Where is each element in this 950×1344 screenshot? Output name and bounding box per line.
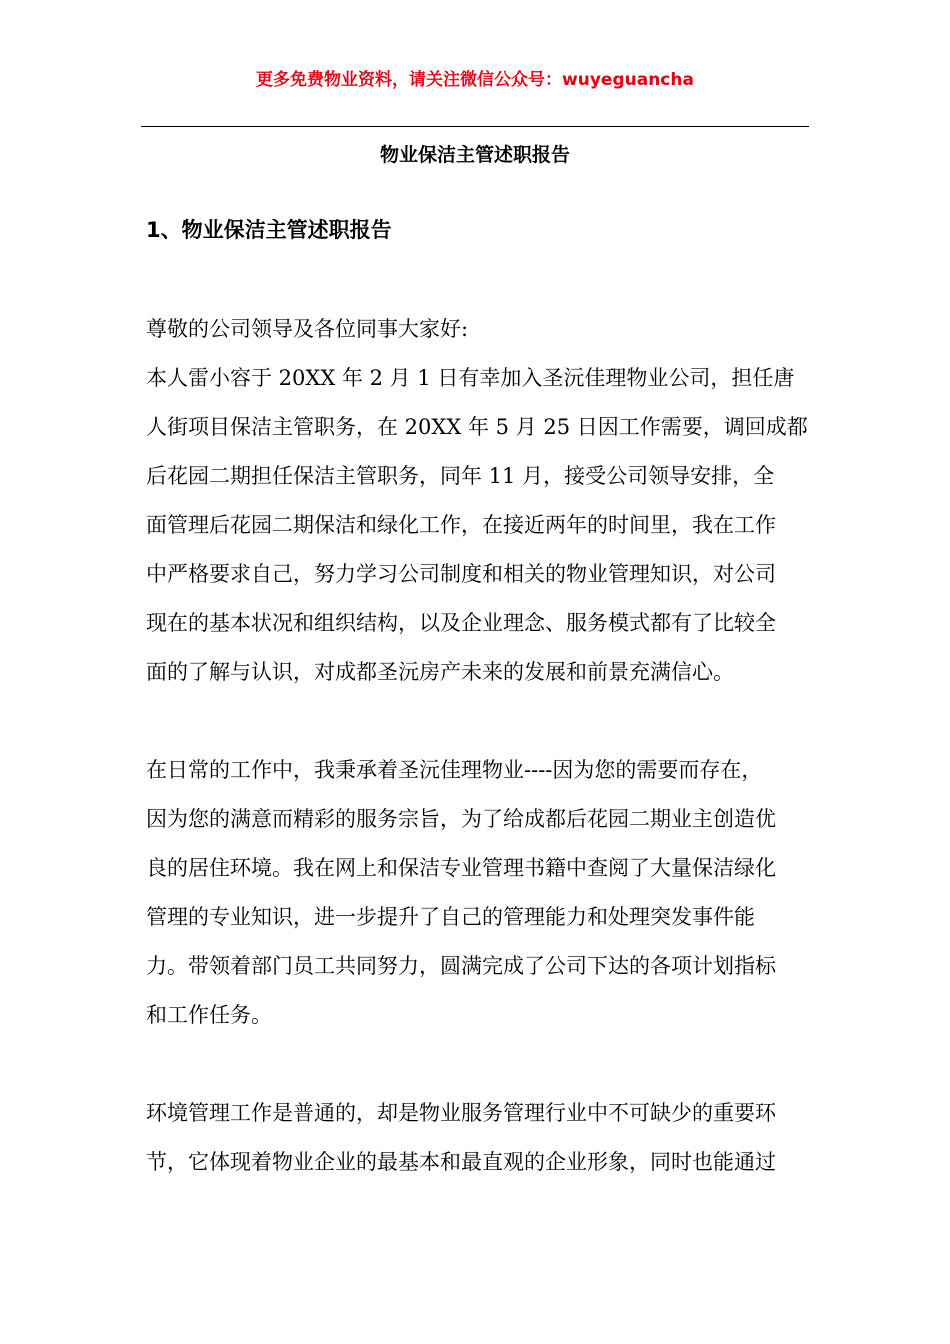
body-line: 在日常的工作中，我秉承着圣沅佳理物业----因为您的需要而存在， xyxy=(146,758,763,782)
document-title: 物业保洁主管述职报告 xyxy=(379,144,570,166)
body-line: 节，它体现着物业企业的最基本和最直观的企业形象，同时也能通过 xyxy=(146,1150,776,1174)
body-line: 力。带领着部门员工共同努力，圆满完成了公司下达的各项计划指标 xyxy=(146,954,776,978)
body-line: 面的了解与认识，对成都圣沅房产未来的发展和前景充满信心。 xyxy=(146,660,734,684)
promo-banner: 更多免费物业资料，请关注微信公众号：wuyeguancha xyxy=(256,70,694,90)
body-line: 人街项目保洁主管职务，在 20XX 年 5 月 25 日因工作需要，调回成都 xyxy=(146,415,808,439)
section-heading: 1、物业保洁主管述职报告 xyxy=(146,218,392,242)
body-line: 本人雷小容于 20XX 年 2 月 1 日有幸加入圣沅佳理物业公司，担任唐 xyxy=(146,366,795,390)
body-line: 现在的基本状况和组织结构，以及企业理念、服务模式都有了比较全 xyxy=(146,611,776,635)
body-line: 管理的专业知识，进一步提升了自己的管理能力和处理突发事件能 xyxy=(146,905,755,929)
header-divider xyxy=(141,126,809,127)
body-line: 面管理后花园二期保洁和绿化工作，在接近两年的时间里，我在工作 xyxy=(146,513,776,537)
body-line: 环境管理工作是普通的，却是物业服务管理行业中不可缺少的重要环 xyxy=(146,1101,776,1125)
body-line: 良的居住环境。我在网上和保洁专业管理书籍中查阅了大量保洁绿化 xyxy=(146,856,776,880)
body-line: 尊敬的公司领导及各位同事大家好: xyxy=(146,317,469,341)
body-line: 和工作任务。 xyxy=(146,1003,272,1027)
body-line: 后花园二期担任保洁主管职务，同年 11 月，接受公司领导安排，全 xyxy=(146,464,775,488)
body-line: 因为您的满意而精彩的服务宗旨，为了给成都后花园二期业主创造优 xyxy=(146,807,776,831)
body-line: 中严格要求自己，努力学习公司制度和相关的物业管理知识，对公司 xyxy=(146,562,776,586)
